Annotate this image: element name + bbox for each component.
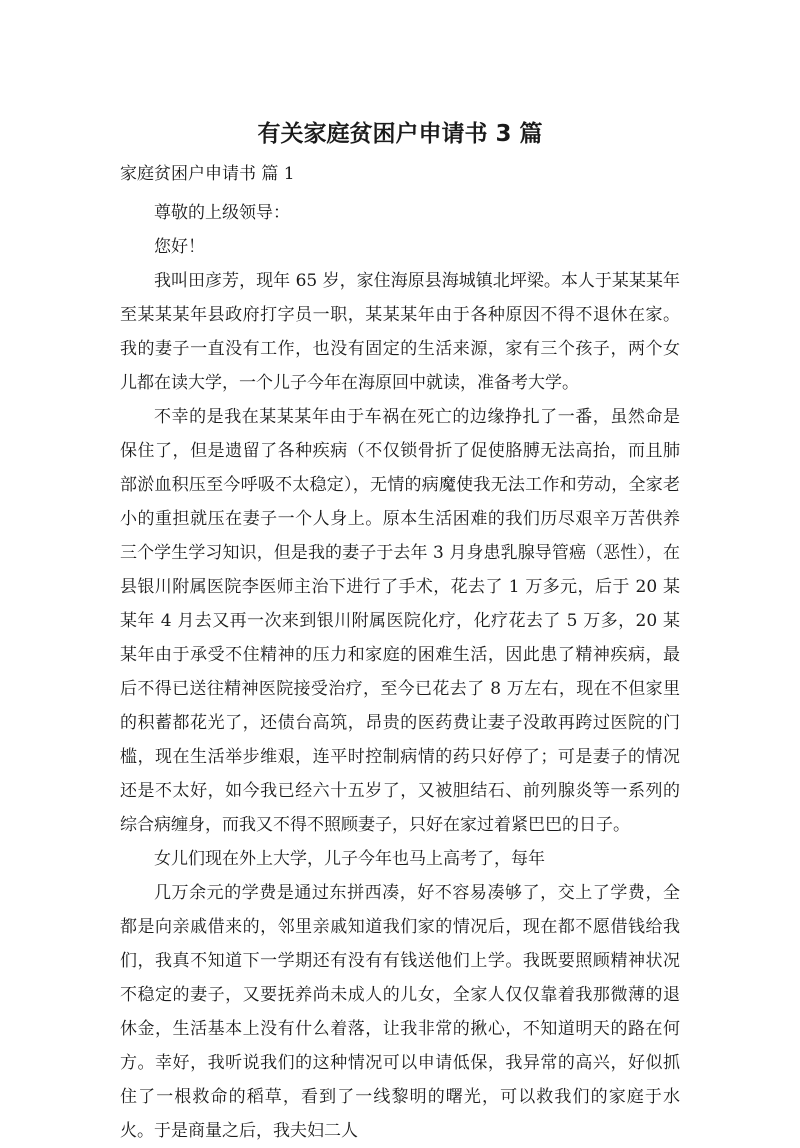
body-paragraph: 几万余元的学费是通过东拼西凑，好不容易凑够了，交上了学费，全都是向亲戚借来的，邻里亲戚知道我们家的情况后，现在都不愿借钱给我们，我真不知道下一学期还有没有有钱送他们上学。我既要照顾精神状况不稳定的妻子，又要抚养尚未成人的儿女，全家人仅仅靠着我那微薄的退休金，生活基本上没有什么着落，让我非常的揪心，不知道明天的路在何方。幸好，我听说我们的这种情况可以申请低保，我异常的高兴，好似抓住了一根救命的稻草，看到了一线黎明的曙光，可以救我们的家庭于水火。于是商量之后，我夫妇二人	[120, 883, 680, 1141]
body-paragraph: 不幸的是我在某某某年由于车祸在死亡的边缘挣扎了一番，虽然命是保住了，但是遗留了各种疾病（不仅锁骨折了促使胳膊无法高抬，而且肺部淤血积压至今呼吸不太稳定），无情的病魔使我无法工作和劳动，全家老小的重担就压在妻子一个人身上。原本生活困难的我们历尽艰辛万苦供养三个学生学习知识，但是我的妻子于去年 3 月身患乳腺导管癌（恶性），在县银川附属医院李医师主治下进行了手术，花去了 1 万多元，后于 20 某某年 4 月去又再一次来到银川附属医院化疗，化疗花去了 5 万多，20 某某年由于承受不住精神的压力和家庭的困难生活，因此患了精神疾病，最后不得已送往精神医院接受治疗，至今已花去了 8 万左右，现在不但家里的积蓄都花光了，还债台高筑，昂贵的医药费让妻子没敢再跨过医院的门槛，现在生活举步维艰，连平时控制病情的药只好停了；可是妻子的情况还是不太好，如今我已经六十五岁了，又被胆结石、前列腺炎等一系列的综合病缠身，而我又不得不照顾妻子，只好在家过着紧巴巴的日子。	[120, 407, 680, 835]
body-paragraph: 女儿们现在外上大学，儿子今年也马上高考了，每年	[154, 849, 545, 869]
salutation: 尊敬的上级领导：	[154, 203, 290, 223]
section-heading: 家庭贫困户申请书 篇 1	[120, 164, 295, 184]
document-title: 有关家庭贫困户申请书 3 篇	[257, 121, 543, 147]
document-body	[120, 196, 680, 1148]
greeting: 您好！	[154, 237, 205, 257]
body-paragraph: 我叫田彦芳，现年 65 岁，家住海原县海城镇北坪梁。本人于某某某年至某某某年县政府打字员一职，某某某年由于各种原因不得不退休在家。我的妻子一直没有工作，也没有固定的生活来源，家有三个孩子，两个女儿都在读大学，一个儿子今年在海原回中就读，准备考大学。	[120, 271, 680, 393]
